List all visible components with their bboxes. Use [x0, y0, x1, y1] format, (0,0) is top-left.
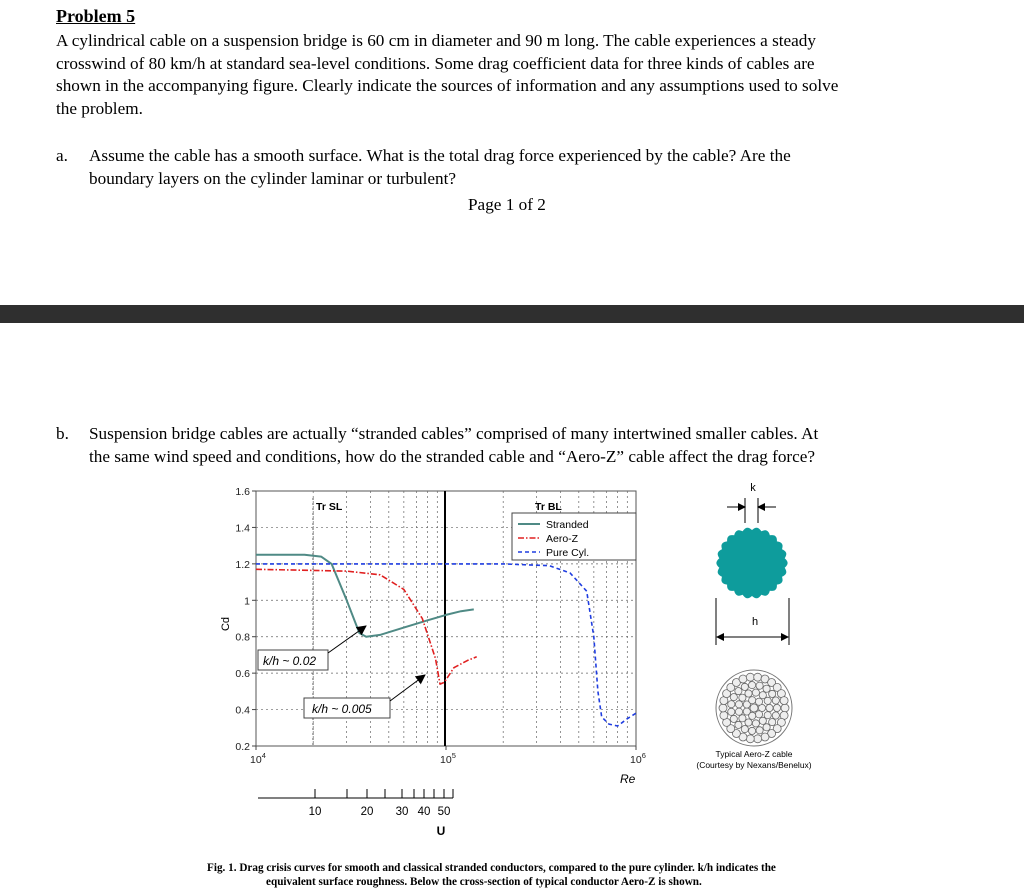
- stranded-cable-body: [716, 528, 787, 598]
- figure-caption: [200, 861, 860, 889]
- aeroz-wire: [773, 704, 780, 711]
- aeroz-wire: [764, 697, 771, 704]
- y-tick-label: 1: [244, 595, 250, 608]
- k-label: k: [750, 482, 756, 494]
- aeroz-wire: [766, 704, 773, 711]
- part-b-line: the same wind speed and conditions, how do the stranded cable and “Aero-Z” cable affect the drag force?: [89, 446, 816, 466]
- aeroz-wire: [719, 704, 727, 712]
- aeroz-wire: [735, 688, 742, 695]
- part-a-line: boundary layers on the cylinder laminar or turbulent?: [89, 168, 457, 188]
- aeroz-wire: [741, 683, 748, 690]
- aeroz-wire: [746, 673, 754, 681]
- y-tick-label: 0.4: [235, 704, 250, 717]
- aeroz-wire: [728, 701, 735, 708]
- aeroz-wire: [780, 697, 788, 705]
- y-tick-label: 1.4: [235, 522, 250, 535]
- drag-crisis-figure: [0, 323, 1024, 895]
- stranded-cable-shape: [716, 528, 787, 598]
- page-break-bar: [0, 305, 1024, 323]
- tr-bl-label: Tr BL: [535, 501, 562, 513]
- x-tick-label: $10^4$: [250, 751, 266, 766]
- x-tick-exponent: 6: [641, 751, 646, 760]
- aeroz-wire: [756, 682, 763, 689]
- aeroz-caption-2: (Courtesy by Nexans/Benelux): [696, 760, 812, 770]
- aeroz-wire: [728, 708, 735, 715]
- aeroz-wire: [772, 712, 779, 719]
- part-a-text: [89, 145, 791, 190]
- intro-line: A cylindrical cable on a suspension bridge is 60 cm in diameter and 90 m long. The cable experiences a steady: [56, 31, 816, 50]
- y-tick-label: 0.6: [235, 668, 250, 681]
- aeroz-wire: [763, 685, 770, 692]
- stranded-cross-section: [716, 482, 789, 645]
- aeroz-wire: [752, 720, 759, 727]
- kh-label-aeroz: k/h ~ 0.005: [312, 702, 372, 716]
- aeroz-wire: [730, 694, 737, 701]
- aeroz-wire: [735, 708, 742, 715]
- legend-label-purecyl: Pure Cyl.: [546, 547, 590, 559]
- aeroz-wire: [754, 735, 762, 743]
- tr-sl-label: Tr SL: [316, 501, 343, 513]
- figure-svg: [0, 323, 1024, 895]
- aeroz-wire: [749, 697, 756, 704]
- legend-label-aeroz: Aero-Z: [546, 533, 579, 545]
- part-b-line: Suspension bridge cables are actually “stranded cables” comprised of many intertwined smaller cables. At: [89, 424, 819, 443]
- aeroz-wire: [750, 704, 758, 712]
- u-tick-label: 20: [360, 806, 374, 818]
- y-tick-label: 1.2: [235, 558, 250, 571]
- aeroz-wire: [755, 698, 762, 705]
- problem-intro: [56, 30, 991, 120]
- intro-line: crosswind of 80 km/h at standard sea-level conditions. Some drag coefficient data for three kinds of cables are: [56, 53, 815, 73]
- aeroz-wire: [754, 673, 762, 681]
- aeroz-wire: [772, 697, 779, 704]
- x-tick-exponent: 4: [261, 751, 266, 760]
- part-a-label: a.: [56, 146, 68, 165]
- h-label: h: [751, 616, 759, 628]
- y-tick-label: 1.6: [235, 486, 250, 498]
- u-tick-label: 10: [308, 806, 322, 818]
- velocity-axis: [258, 789, 453, 838]
- u-tick-label: 50: [437, 806, 451, 818]
- aeroz-wire: [763, 724, 770, 731]
- page-1: [0, 0, 1024, 305]
- aeroz-wire: [756, 727, 763, 734]
- part-a-line: Assume the cable has a smooth surface. What is the total drag force experienced by the cable? Are the: [89, 146, 791, 165]
- u-tick-label: 40: [417, 806, 431, 818]
- legend: [512, 513, 636, 560]
- part-b-label: b.: [56, 424, 69, 443]
- x-tick-label: $10^6$: [630, 751, 646, 766]
- kh-label-stranded: k/h ~ 0.02: [263, 654, 317, 668]
- x-axis-title: Re: [620, 772, 636, 786]
- aeroz-wire: [749, 727, 756, 734]
- u-axis-title: U: [436, 824, 446, 838]
- u-tick-label: 30: [395, 806, 409, 818]
- aeroz-wire: [752, 689, 759, 696]
- part-a: [56, 145, 976, 193]
- problem-title: Problem 5: [56, 6, 136, 26]
- y-tick-label: 0.2: [235, 741, 250, 753]
- x-axis: [250, 746, 646, 766]
- aeroz-wire: [730, 715, 737, 722]
- aeroz-wire: [741, 726, 748, 733]
- aeroz-wire: [761, 733, 769, 741]
- x-tick-label: $10^5$: [440, 751, 456, 766]
- aeroz-wire: [755, 711, 762, 718]
- page-2: [0, 323, 1024, 895]
- aeroz-wire: [745, 690, 752, 697]
- aeroz-caption-1: Typical Aero-Z cable: [715, 749, 793, 759]
- aeroz-wire: [759, 717, 766, 724]
- page-number: Page 1 of 2: [468, 195, 546, 214]
- caption-line: Fig. 1. Drag crisis curves for smooth and classical stranded conductors, compared to the pure cylinder. k/h indicates the: [207, 862, 776, 874]
- aeroz-wire: [739, 675, 747, 683]
- y-axis-title: Cd: [220, 616, 232, 632]
- aeroz-wire: [769, 690, 776, 697]
- aeroz-wire: [735, 701, 742, 708]
- caption-line: equivalent surface roughness. Below the cross-section of typical conductor Aero-Z is shown.: [266, 876, 702, 888]
- legend-label-stranded: Stranded: [546, 519, 589, 531]
- aeroz-cable-shape: [716, 670, 792, 746]
- y-tick-label: 0.8: [235, 631, 250, 644]
- x-tick-exponent: 5: [451, 751, 456, 760]
- aeroz-wire: [746, 735, 754, 743]
- aeroz-wire: [720, 711, 728, 719]
- aeroz-wire: [749, 682, 756, 689]
- aeroz-wire: [735, 721, 742, 728]
- aeroz-wire: [769, 719, 776, 726]
- velocity-ticks: [315, 789, 453, 798]
- aeroz-wire: [743, 708, 750, 715]
- aeroz-wire: [781, 704, 789, 712]
- y-axis: [235, 486, 256, 753]
- intro-line: the problem.: [56, 98, 143, 118]
- aeroz-wire: [739, 715, 746, 722]
- intro-line: shown in the accompanying figure. Clearly indicate the sources of information and any assumptions used to solve: [56, 76, 839, 95]
